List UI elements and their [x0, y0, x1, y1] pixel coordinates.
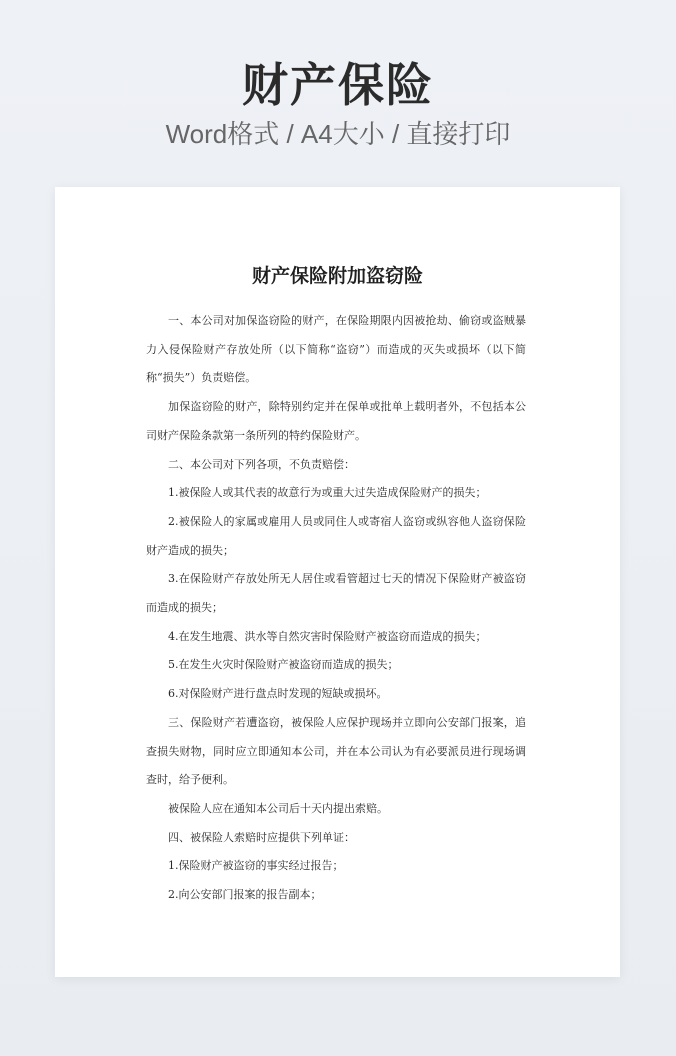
document-body — [146, 307, 526, 910]
paragraph: 6.对保险财产进行盘点时发现的短缺或损坏。 — [168, 687, 388, 701]
paragraph: 四、被保险人索赔时应提供下列单证： — [168, 830, 355, 844]
paragraph: 3.在保险财产存放处所无人居住或看管超过七天的情况下保险财产被盗窃而造成的损失； — [146, 572, 526, 615]
paragraph: 5.在发生火灾时保险财产被盗窃而造成的损失； — [168, 658, 399, 672]
paragraph: 1.被保险人或其代表的故意行为或重大过失造成保险财产的损失； — [168, 486, 487, 500]
paragraph: 被保险人应在通知本公司后十天内提出索赔。 — [168, 801, 388, 815]
paragraph: 一、本公司对加保盗窃险的财产，在保险期限内因被抢劫、偷窃或盗贼暴力入侵保险财产存放处所（以下简称“盗窃”）而造成的灭失或损坏（以下简称“损失”）负责赔偿。 — [146, 314, 526, 385]
paragraph: 4.在发生地震、洪水等自然灾害时保险财产被盗窃而造成的损失； — [168, 629, 487, 643]
banner-title: 财产保险 — [242, 59, 434, 111]
document-page — [55, 187, 620, 977]
banner-subtitle: Word格式 / A4大小 / 直接打印 — [165, 119, 511, 150]
paragraph: 2.向公安部门报案的报告副本； — [168, 888, 322, 902]
document-title: 财产保险附加盗窃险 — [251, 265, 423, 287]
paragraph: 二、本公司对下列各项，不负责赔偿： — [168, 457, 355, 471]
paragraph: 加保盗窃险的财产，除特别约定并在保单或批单上载明者外，不包括本公司财产保险条款第一条所列的特约保险财产。 — [146, 400, 526, 442]
paragraph: 三、保险财产若遭盗窃，被保险人应保护现场并立即向公安部门报案，追查损失财物，同时应立即通知本公司，并在本公司认为有必要派员进行现场调查时，给予便利。 — [146, 715, 526, 787]
paragraph: 2.被保险人的家属或雇用人员或同住人或寄宿人盗窃或纵容他人盗窃保险财产造成的损失； — [146, 514, 526, 557]
paragraph: 1.保险财产被盗窃的事实经过报告； — [168, 859, 344, 873]
promo-banner — [0, 58, 676, 150]
